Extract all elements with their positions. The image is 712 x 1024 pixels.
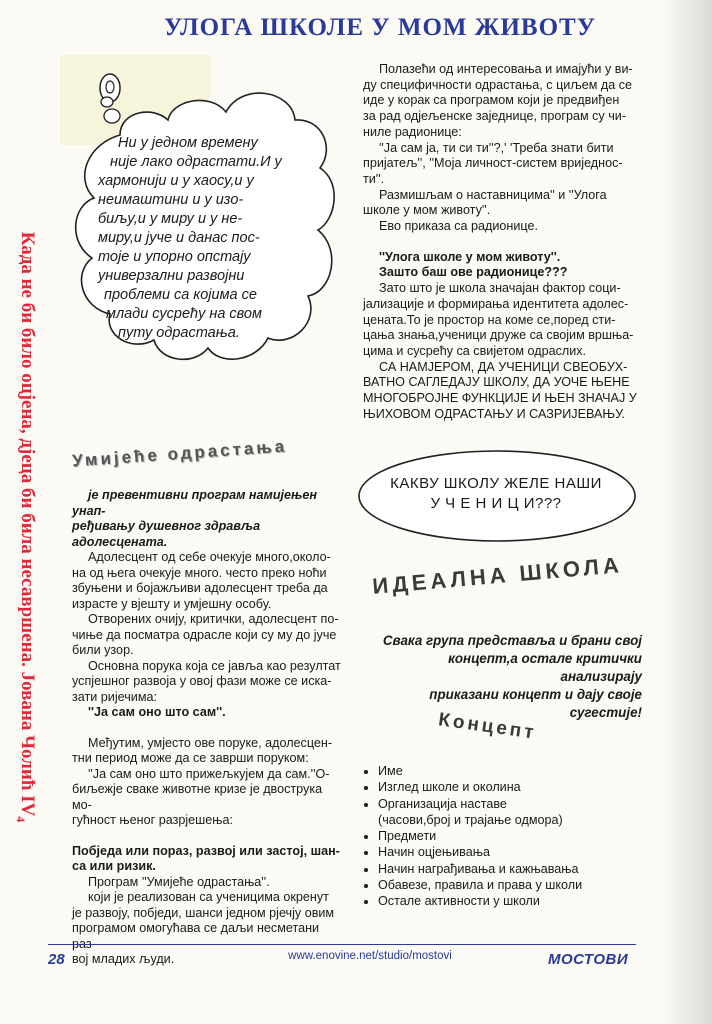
text-line: пријатељ'', ''Моја личност-систем вриједнос- xyxy=(363,156,623,171)
spacer xyxy=(363,235,643,250)
page-title: УЛОГА ШКОЛЕ У МОМ ЖИВОТУ xyxy=(163,14,597,41)
page-curl-shadow xyxy=(662,0,712,1024)
text-line: ти''. xyxy=(363,171,385,186)
heading-ideal-school: ИДЕАЛНА ШКОЛА xyxy=(371,552,624,599)
text-line: зати ријечима: xyxy=(72,689,157,704)
text-line: за рад одјељенске заједнице, програм су чи- xyxy=(363,109,627,124)
cloud-line: биљу,и у миру и у не- xyxy=(98,211,243,227)
text-line: ''Ја сам ја, ти си ти''?,' 'Треба знати бити xyxy=(379,140,614,155)
text-line: тни период може да се заврши поруком: xyxy=(72,751,309,765)
text-line: ВАТНО САГЛЕДАЈУ ШКОЛУ, ДА УОЧЕ ЊЕНЕ xyxy=(363,375,630,390)
text-line: Полазећи од интересовања и имајући у ви- xyxy=(379,62,633,76)
text-line: МНОГОБРОЈНЕ ФУНКЦИЈЕ И ЊЕН ЗНАЧАЈ У xyxy=(363,391,637,406)
ellipse-line: КАКВУ ШКОЛУ ЖЕЛЕ НАШИ xyxy=(390,475,602,492)
text-line: Ево приказа са радионице. xyxy=(379,219,538,234)
text-line: Побједа или пораз, развој или застој, шан- xyxy=(72,843,340,858)
cloud-line: није лако одрастати.И у xyxy=(110,154,282,170)
text-line: ''Улога школе у мом животу''. xyxy=(379,249,561,264)
text-line: Зато што је школа значајан фактор соци- xyxy=(379,281,621,296)
cloud-line: проблеми са којима се xyxy=(104,287,257,303)
text-line: иде у корак са програмом који је предвиђен xyxy=(363,93,620,108)
concept-list xyxy=(362,763,648,910)
text-line: успјешног развоја у овој фази може се иска- xyxy=(72,674,332,688)
spacer xyxy=(72,721,342,736)
list-item: (часови,број и трајање одмора) xyxy=(378,812,563,827)
text-line: програмом омогућава се даљи несметани раз- xyxy=(72,921,320,951)
list-item: • Изглед школе и околина xyxy=(378,779,648,795)
text-line: Отворених очију, критички, адолесцент по- xyxy=(88,612,339,626)
spacer xyxy=(72,829,342,844)
group-line: Свака група представља и брани свој xyxy=(382,633,642,648)
text-line: јализације и формирања идентитета адолес- xyxy=(363,296,629,311)
group-line: концепт,а остале критички анализирају xyxy=(448,651,642,684)
list-item: • Начин оцјењивања xyxy=(378,844,648,860)
right-column-intro xyxy=(363,62,643,422)
text-line: израсте у вјешту и умјешну особу. xyxy=(72,596,272,611)
text-line: са или ризик. xyxy=(72,859,156,873)
text-line: ниле радионице: xyxy=(363,124,462,139)
text-line: ЊИХОВОМ ОДРАСТАЊУ И САЗРИЈЕВАЊУ. xyxy=(363,406,625,421)
text-line: Размишљам о наставницима'' и ''Улога xyxy=(379,187,607,202)
magazine-logo: МОСТОВИ xyxy=(548,951,629,968)
cloud-line: тоје и упорно опстају xyxy=(98,249,251,265)
text-line: чиње да посматра одрасле који су му до јуче xyxy=(72,627,337,642)
page-number: 28 xyxy=(48,951,65,968)
text-line: ређивању душевног здравља адолесцената. xyxy=(72,519,261,549)
text-line: је развоју, побједи, шанси једном рјечју овим xyxy=(72,905,335,920)
list-item: • Предмети xyxy=(378,828,648,844)
text-line: вој младих људи. xyxy=(72,952,175,966)
footer-url[interactable]: www.enovine.net/studio/mostovi xyxy=(288,950,452,962)
text-line: Међутим, умјесто ове поруке, адолесцен- xyxy=(88,735,333,750)
cloud-line: миру,и јуче и данас пос- xyxy=(98,230,260,246)
text-line: цената.То је простор на коме се,поред сти- xyxy=(363,312,616,327)
left-column-program xyxy=(72,488,342,968)
text-line: ''Ја сам оно што прижељкујем да сам.''О- xyxy=(88,766,330,781)
cloud-line: путу одрастања. xyxy=(118,325,240,341)
text-line: који је реализован са ученицима окренут xyxy=(88,890,329,904)
text-line: на од њега очекује много. често преко ноћи xyxy=(72,565,327,580)
list-item: • Име xyxy=(378,763,648,779)
cloud-line: универзални развојни xyxy=(98,268,245,284)
footer-divider xyxy=(48,944,636,945)
text-line: били узор. xyxy=(72,643,134,657)
heading-growing-up: Умијеће одрастања xyxy=(71,436,288,471)
question-ellipse-text xyxy=(362,474,630,514)
cloud-line: млади сусрећу на свом xyxy=(106,306,262,322)
list-item: • Обавезе, правила и права у школи xyxy=(378,877,648,893)
text-line: ''Ја сам оно што сам''. xyxy=(88,705,226,719)
list-item: • Остале активности у школи xyxy=(378,893,648,909)
heading-concept: Концепт xyxy=(437,709,538,744)
vertical-quote-subscript: 4 xyxy=(14,816,29,823)
text-line: Програм ''Умијеће одрастања''. xyxy=(88,874,270,889)
vertical-quote xyxy=(0,42,54,1012)
cloud-line: Ни у једном времену xyxy=(118,135,258,151)
cloud-quote xyxy=(92,134,310,343)
text-line: школе у мом животу''. xyxy=(363,203,491,218)
text-line: Зашто баш ове радионице??? xyxy=(379,265,568,280)
text-line: ду специфичности одрастања, с циљем да се xyxy=(363,77,633,92)
vertical-quote-text: Када не би било оцјена, дјеца би била несавршена. Јована Чолић IV xyxy=(17,231,38,817)
cloud-line: неимаштини и у изо- xyxy=(98,192,244,208)
list-item: • Организација наставе xyxy=(378,796,648,812)
cloud-line: хармонији и у хаосу,и у xyxy=(98,173,254,189)
ellipse-line: У Ч Е Н И Ц И??? xyxy=(430,495,562,512)
group-line: приказани концепт и дају своје сугестије! xyxy=(429,687,642,720)
list-item: • Начин награђивања и кажњавања xyxy=(378,861,648,877)
text-line: СА НАМЈЕРОМ, ДА УЧЕНИЦИ СВЕОБУХ- xyxy=(379,359,628,374)
text-line: Основна порука која се јавља као резултат xyxy=(88,658,341,673)
text-line: је превентивни програм намијењен унап- xyxy=(72,488,318,518)
text-line: биљежје сваке животне кризе је двострука мо- xyxy=(72,782,323,812)
text-line: гућност њеног разрјешења: xyxy=(72,813,233,827)
text-line: цања знања,ученици друже са својим вршња- xyxy=(363,328,634,343)
text-line: збуњени и бојажљиви адолесцент треба да xyxy=(72,581,328,595)
text-line: Адолесцент од себе очекује много,около- xyxy=(88,550,331,564)
group-instructions xyxy=(368,632,642,722)
text-line: цима и сусрећу са свијетом одраслих. xyxy=(363,343,587,358)
